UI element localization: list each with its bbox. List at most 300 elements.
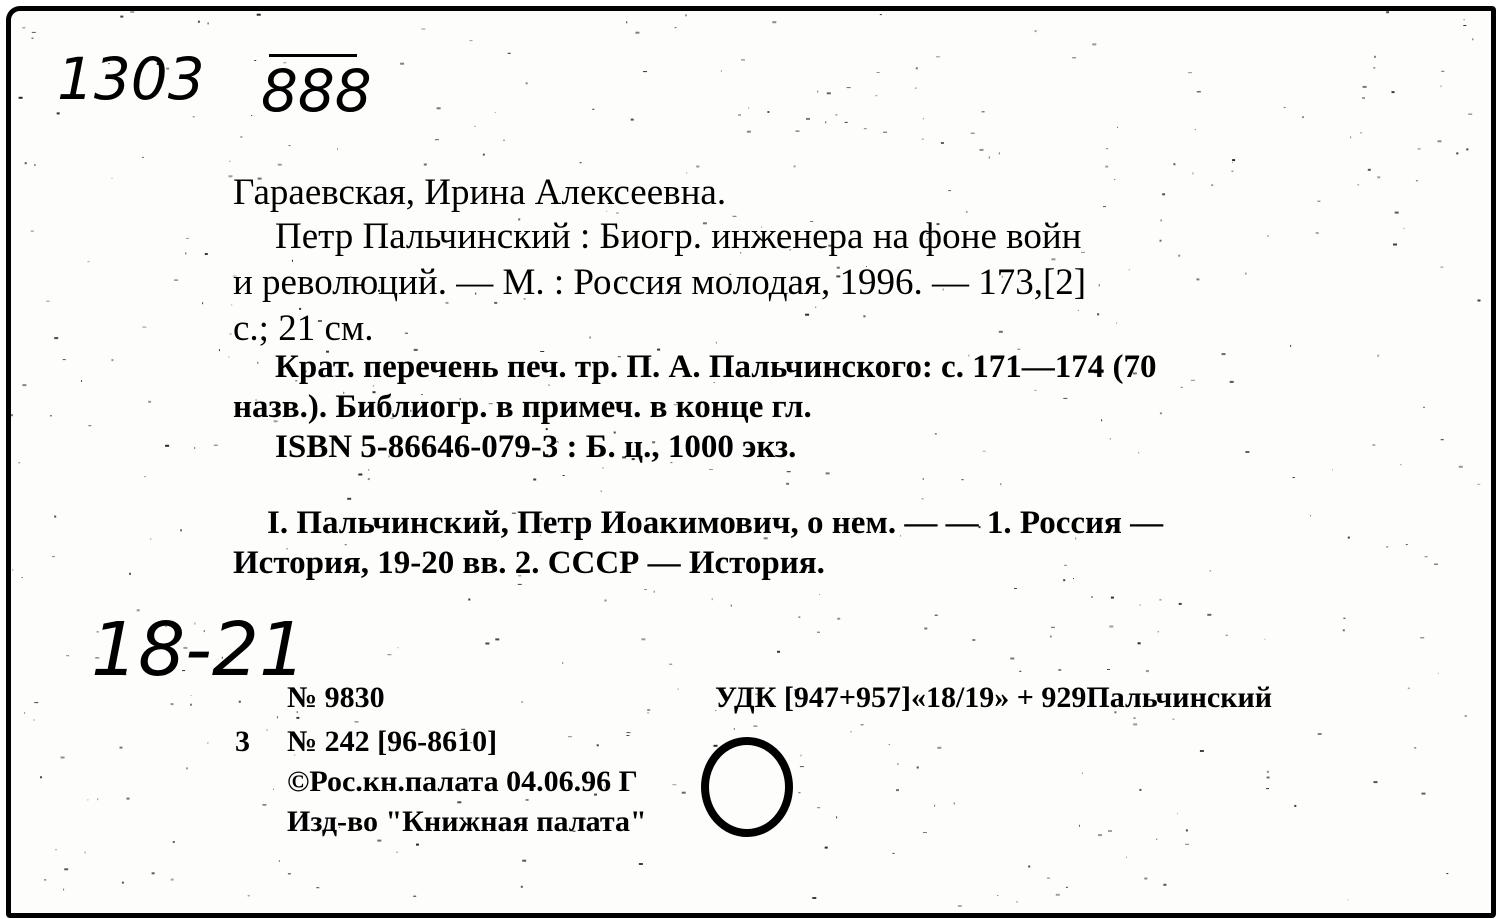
speckle xyxy=(66,655,69,656)
speckle xyxy=(337,148,338,150)
book-chamber-copyright: ©Рос.кн.палата 04.06.96 Г xyxy=(287,765,638,798)
speckle xyxy=(602,467,604,468)
speckle xyxy=(202,302,203,304)
speckle xyxy=(239,701,241,703)
speckle xyxy=(1092,596,1093,598)
speckle xyxy=(257,362,258,364)
speckle xyxy=(267,729,268,731)
speckle xyxy=(32,32,36,33)
speckle xyxy=(1463,25,1466,26)
speckle xyxy=(1097,313,1099,315)
speckle xyxy=(880,14,882,15)
speckle xyxy=(54,516,56,518)
speckle xyxy=(605,600,607,602)
speckle xyxy=(435,139,439,140)
speckle xyxy=(626,21,627,23)
speckle xyxy=(1386,546,1388,547)
speckle xyxy=(468,599,470,601)
speckle xyxy=(835,114,837,115)
speckle xyxy=(405,333,408,334)
speckle xyxy=(485,643,489,645)
speckle xyxy=(1162,193,1165,195)
speckle xyxy=(526,82,528,84)
speckle xyxy=(936,56,940,57)
publisher-line: Изд-во "Книжная палата" xyxy=(287,805,647,838)
speckle xyxy=(87,799,88,800)
speckle xyxy=(1423,407,1425,408)
speckle xyxy=(1146,670,1149,672)
speckle xyxy=(800,766,804,767)
speckle xyxy=(767,111,769,113)
speckle xyxy=(1478,300,1481,302)
speckle xyxy=(826,472,830,474)
speckle xyxy=(626,735,629,736)
speckle xyxy=(1374,56,1376,58)
speckle xyxy=(923,478,924,480)
speckle xyxy=(954,802,955,804)
speckle xyxy=(923,832,927,833)
speckle xyxy=(845,122,848,123)
speckle xyxy=(120,747,123,749)
speckle xyxy=(875,95,877,96)
speckle xyxy=(1108,830,1112,832)
speckle xyxy=(731,605,732,607)
speckle xyxy=(1028,866,1030,868)
title-line-3: с.; 21 см. xyxy=(233,308,374,349)
speckle xyxy=(1116,323,1117,324)
speckle xyxy=(111,359,113,361)
note-line-2: назв.). Библиогр. в примеч. в конце гл. xyxy=(233,389,812,425)
speckle xyxy=(1400,464,1401,465)
speckle xyxy=(40,776,42,778)
speckle xyxy=(22,577,23,578)
speckle xyxy=(1245,273,1246,275)
speckle xyxy=(1051,627,1055,628)
speckle xyxy=(999,152,1000,154)
speckle xyxy=(1466,148,1468,150)
speckle xyxy=(1211,185,1213,186)
speckle xyxy=(521,702,523,703)
speckle xyxy=(1374,781,1378,783)
speckle xyxy=(191,695,192,696)
speckle xyxy=(12,570,13,571)
speckle xyxy=(592,109,594,110)
speckle xyxy=(1173,163,1175,165)
speckle xyxy=(563,475,565,476)
speckle xyxy=(1177,813,1178,814)
speckle xyxy=(278,164,282,166)
speckle xyxy=(1014,588,1017,589)
speckle xyxy=(568,736,572,737)
speckle xyxy=(741,59,745,60)
speckle xyxy=(562,662,563,664)
speckle xyxy=(851,731,852,732)
speckle xyxy=(734,728,735,730)
speckle xyxy=(1377,176,1380,178)
speckle xyxy=(971,133,975,134)
speckle xyxy=(889,744,890,745)
speckle xyxy=(1207,614,1211,616)
speckle xyxy=(980,149,984,151)
speckle xyxy=(847,87,851,88)
speckle xyxy=(1107,669,1110,670)
speckle xyxy=(1196,278,1199,280)
speckle xyxy=(962,479,964,480)
speckle xyxy=(1372,445,1375,446)
speckle xyxy=(129,573,131,575)
speckle xyxy=(503,140,505,141)
speckle xyxy=(508,53,511,54)
speckle xyxy=(989,157,990,159)
speckle xyxy=(896,789,899,791)
speckle xyxy=(836,816,837,818)
speckle xyxy=(1066,887,1068,888)
speckle xyxy=(590,337,591,339)
speckle xyxy=(1063,398,1067,399)
speckle xyxy=(1191,380,1195,381)
subjects-line-1: I. Пальчинский, Петр Иоакимович, о нем. — — 1. Россия — xyxy=(267,505,1164,541)
speckle xyxy=(924,628,927,630)
speckle xyxy=(897,763,898,765)
speckle xyxy=(1441,439,1444,440)
speckle xyxy=(748,108,749,109)
speckle xyxy=(1129,269,1130,270)
speckle xyxy=(19,97,23,99)
order-prefix: 3 xyxy=(235,725,250,758)
speckle xyxy=(185,252,186,254)
speckle xyxy=(1284,107,1286,108)
speckle xyxy=(1178,255,1180,257)
speckle xyxy=(934,805,935,807)
speckle xyxy=(1210,570,1211,571)
speckle xyxy=(495,638,499,640)
speckle xyxy=(712,598,713,600)
speckle xyxy=(142,157,144,158)
speckle xyxy=(437,107,441,109)
speckle xyxy=(1267,777,1270,779)
speckle xyxy=(240,137,242,138)
speckle xyxy=(777,651,780,653)
speckle xyxy=(1099,284,1100,286)
speckle xyxy=(941,142,944,144)
speckle xyxy=(922,498,924,499)
speckle xyxy=(198,21,200,23)
speckle xyxy=(24,712,25,714)
speckle xyxy=(1386,11,1389,13)
speckle xyxy=(747,131,751,133)
speckle xyxy=(1200,750,1204,752)
speckle xyxy=(1140,605,1141,606)
speckle xyxy=(601,491,602,492)
speckle xyxy=(1163,884,1166,886)
speckle xyxy=(1192,172,1193,174)
speckle xyxy=(230,334,232,335)
speckle xyxy=(1414,747,1416,748)
speckle xyxy=(470,40,473,41)
speckle xyxy=(186,238,189,239)
speckle xyxy=(61,757,65,759)
speckle xyxy=(279,860,280,862)
speckle xyxy=(972,639,975,641)
speckle xyxy=(753,726,757,727)
speckle xyxy=(18,462,20,463)
speckle xyxy=(190,704,192,706)
speckle xyxy=(883,132,887,133)
speckle xyxy=(675,27,677,28)
speckle xyxy=(799,792,801,793)
speckle xyxy=(421,29,425,30)
speckle xyxy=(1465,716,1467,717)
speckle xyxy=(644,589,647,590)
speckle xyxy=(1035,390,1037,391)
speckle xyxy=(1408,688,1410,689)
speckle xyxy=(219,349,220,351)
title-line-2: и революций. — М. : Россия молодая, 1996. — 173,[2] xyxy=(233,262,1087,303)
catalog-card xyxy=(6,6,1496,918)
speckle xyxy=(56,849,57,850)
speckle xyxy=(251,115,252,116)
speckle xyxy=(1072,57,1076,58)
speckle xyxy=(1056,894,1060,896)
speckle xyxy=(347,498,351,500)
speckle xyxy=(194,447,195,449)
speckle xyxy=(1092,43,1096,45)
speckle xyxy=(533,479,536,481)
speckle xyxy=(33,720,34,721)
speckle xyxy=(801,755,802,757)
speckle xyxy=(254,60,256,61)
speckle xyxy=(1081,252,1085,253)
speckle xyxy=(1441,85,1442,87)
speckle xyxy=(1222,353,1226,355)
speckle xyxy=(64,868,68,870)
speckle xyxy=(1188,72,1192,73)
speckle xyxy=(88,425,91,426)
speckle xyxy=(127,798,130,800)
speckle xyxy=(1181,387,1183,388)
speckle xyxy=(1195,129,1196,130)
speckle xyxy=(1134,718,1136,719)
speckle xyxy=(1464,19,1465,20)
speckle xyxy=(180,529,182,531)
speckle xyxy=(289,145,291,146)
speckle xyxy=(1293,477,1295,478)
speckle xyxy=(861,724,864,725)
speckle xyxy=(669,664,672,665)
speckle xyxy=(1363,86,1367,88)
speckle xyxy=(1318,733,1322,735)
speckle xyxy=(631,119,634,121)
speckle xyxy=(1264,639,1265,640)
speckle xyxy=(1393,244,1397,246)
speckle xyxy=(1139,789,1141,791)
speckle xyxy=(1082,773,1083,774)
speckle xyxy=(1468,114,1472,115)
speckle xyxy=(786,483,789,485)
speckle xyxy=(31,231,34,232)
speckle xyxy=(864,128,867,129)
speckle xyxy=(1197,91,1201,92)
speckle xyxy=(1232,159,1235,161)
speckle xyxy=(923,118,924,119)
speckle xyxy=(815,307,816,308)
speckle xyxy=(231,305,232,306)
speckle xyxy=(288,873,291,874)
speckle xyxy=(248,895,250,896)
speckle xyxy=(682,792,686,794)
speckle xyxy=(296,717,299,719)
speckle xyxy=(696,166,699,168)
speckle xyxy=(827,92,831,94)
speckle xyxy=(34,164,35,166)
speckle xyxy=(208,22,209,24)
speckle xyxy=(1101,419,1102,421)
speckle xyxy=(1047,878,1050,879)
speckle xyxy=(1019,671,1021,672)
speckle xyxy=(152,872,155,874)
udk-classification: УДК [947+957]«18/19» + 929Пальчинский xyxy=(715,681,1273,714)
speckle xyxy=(457,801,461,803)
speckle xyxy=(639,863,643,865)
speckle xyxy=(877,72,880,73)
speckle xyxy=(1373,67,1375,68)
speckle xyxy=(387,654,391,655)
speckle xyxy=(654,591,655,593)
speckle xyxy=(229,175,233,177)
speckle xyxy=(358,474,362,476)
speckle xyxy=(1138,642,1141,644)
speckle xyxy=(1343,618,1345,619)
speckle xyxy=(787,471,791,472)
speckle xyxy=(1425,556,1428,557)
speckle xyxy=(257,14,261,16)
speckle xyxy=(982,111,985,112)
speckle xyxy=(825,121,826,123)
speckle xyxy=(475,126,476,127)
speckle xyxy=(672,784,676,785)
speckle xyxy=(1472,38,1473,40)
subjects-line-2: История, 19-20 вв. 2. СССР — История. xyxy=(233,545,825,581)
speckle xyxy=(817,632,820,633)
speckle xyxy=(1160,240,1162,242)
speckle xyxy=(983,451,986,452)
speckle xyxy=(54,337,58,339)
speckle xyxy=(193,116,195,117)
speckle xyxy=(1317,201,1320,202)
speckle xyxy=(273,789,274,790)
speckle xyxy=(1422,793,1426,795)
speckle xyxy=(935,433,937,434)
speckle xyxy=(647,712,649,713)
speckle xyxy=(205,253,208,255)
speckle xyxy=(1105,166,1108,168)
speckle xyxy=(171,703,174,705)
speckle xyxy=(1456,152,1458,154)
speckle xyxy=(1050,636,1051,638)
speckle xyxy=(262,804,266,805)
speckle xyxy=(798,617,800,618)
speckle xyxy=(171,879,174,881)
speckle xyxy=(1395,212,1399,214)
speckle xyxy=(1138,452,1139,453)
speckle xyxy=(819,594,820,595)
speckle xyxy=(1294,805,1296,807)
speckle xyxy=(917,767,919,769)
speckle xyxy=(187,767,188,769)
speckle xyxy=(368,478,370,480)
speckle xyxy=(81,380,82,382)
speckle xyxy=(207,742,208,744)
speckle xyxy=(915,88,917,89)
speckle xyxy=(396,852,398,853)
speckle xyxy=(1144,878,1147,880)
round-stamp xyxy=(697,733,797,841)
speckle xyxy=(214,445,218,446)
speckle xyxy=(483,154,485,156)
speckle xyxy=(1332,469,1333,470)
speckle xyxy=(863,315,865,317)
speckle xyxy=(678,689,679,690)
speckle xyxy=(1348,537,1350,539)
speckle xyxy=(716,342,717,344)
speckle xyxy=(1267,236,1269,237)
speckle xyxy=(1368,169,1371,171)
speckle xyxy=(32,38,34,39)
speckle xyxy=(1310,515,1311,516)
speckle xyxy=(1156,839,1157,840)
speckle xyxy=(398,647,399,648)
speckle xyxy=(1404,228,1405,229)
speckle xyxy=(174,280,178,281)
speckle xyxy=(130,12,134,13)
speckle xyxy=(424,164,427,166)
speckle xyxy=(825,847,828,849)
speckle xyxy=(1377,355,1379,357)
speckle xyxy=(837,618,840,620)
speckle xyxy=(1110,438,1111,439)
speckle xyxy=(1186,829,1188,831)
speckle xyxy=(948,190,951,191)
handwritten-number-top: 1303 xyxy=(57,45,205,113)
speckle xyxy=(416,844,419,846)
speckle xyxy=(1078,310,1079,311)
speckle xyxy=(1357,184,1359,185)
speckle xyxy=(25,162,27,164)
speckle xyxy=(935,615,938,616)
speckle xyxy=(1416,180,1418,181)
speckle xyxy=(1063,579,1065,581)
speckle xyxy=(1266,788,1269,789)
speckle xyxy=(1267,771,1269,773)
speckle xyxy=(1418,148,1421,149)
speckle xyxy=(922,139,924,140)
speckle xyxy=(1303,116,1304,118)
speckle xyxy=(1290,345,1291,347)
note-line-1: Крат. перечень печ. тр. П. А. Пальчинского: с. 171—174 (70 xyxy=(275,349,1157,385)
speckle xyxy=(997,895,998,896)
speckle xyxy=(1133,723,1137,725)
speckle xyxy=(1406,544,1408,545)
speckle xyxy=(958,906,962,907)
speckle xyxy=(63,889,64,891)
speckle xyxy=(1051,258,1055,260)
speckle xyxy=(794,165,796,167)
speckle xyxy=(1017,901,1018,902)
speckle xyxy=(893,853,895,854)
speckle xyxy=(122,882,124,884)
speckle xyxy=(1343,629,1345,631)
speckle xyxy=(1160,412,1162,414)
